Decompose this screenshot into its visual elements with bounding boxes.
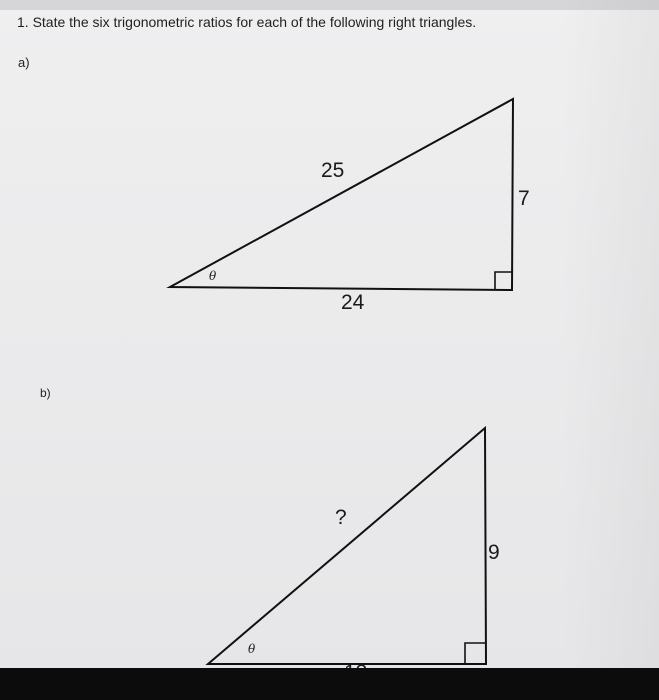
triangle-b-opposite-label: 9 [488, 541, 500, 564]
triangle-a-hypotenuse-label: 25 [321, 159, 345, 182]
triangle-a-opposite-label: 7 [518, 187, 530, 210]
triangle-b-right-angle-marker [465, 643, 485, 663]
bottom-dark-edge [0, 668, 659, 700]
triangle-b-angle-theta: θ [248, 642, 256, 656]
part-b-label: b) [40, 386, 51, 400]
triangle-b [208, 428, 486, 664]
triangle-a-adjacent-label: 24 [341, 291, 365, 314]
question-text: 1. State the six trigonometric ratios for each of the following right triangles. [17, 14, 477, 30]
triangle-a-angle-theta: θ [209, 269, 217, 283]
part-a-label: a) [18, 55, 30, 70]
triangle-b-hypotenuse-label: ? [335, 506, 347, 529]
